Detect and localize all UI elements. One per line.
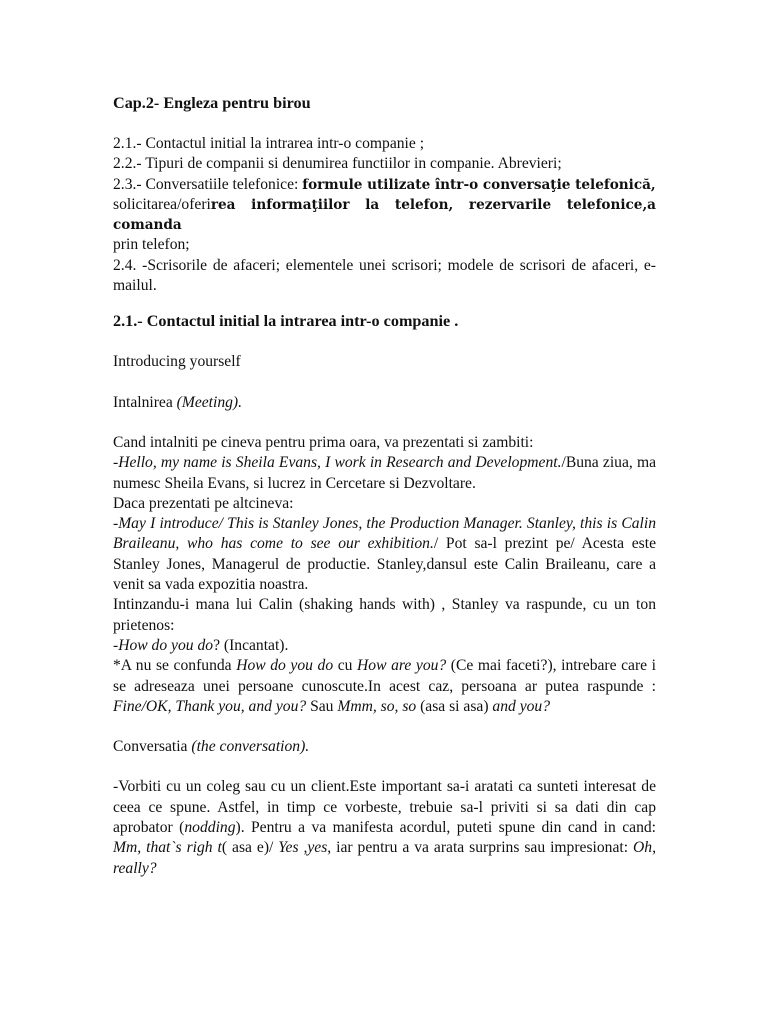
toc-item: 2.3.- Conversatiile telefonice: formule utilizate într-o conversaţie telefonică, solicitarea/oferirea informaţiilor la telefon, rezervarile telefonice,a comanda prin telefon; (113, 175, 656, 254)
section-heading: 2.1.- Contactul initial la intrarea intr-o companie . (113, 312, 459, 331)
subheading-meeting: Intalnirea (Meeting). (113, 393, 243, 411)
conversation-paragraph: -Vorbiti cu un coleg sau cu un client.Este important sa-i aratati ca sunteti interesat de ceea ce spune. Astfel, in timp ce vorbeste, trebuie sa-l priviti si sa dati din cap aprobator (nodding). Pentru a va manifesta acordul, puteti spune din cand in cand: Mm, that`s righ t( asa e)/ Yes ,yes, iar pentru a va arata surprins sau impresionat: Oh, really? (113, 778, 656, 877)
paragraph-line: -How do you do? (Incantat). (113, 636, 289, 654)
toc-item: 2.1.- Contactul initial la intrarea intr-o companie ; (113, 135, 425, 152)
table-of-contents (113, 134, 656, 296)
toc-item: 2.4. -Scrisorile de afaceri; elementele unei scrisori; modele de scrisori de afaceri, e-mailul. (113, 256, 656, 295)
paragraph-line: Daca prezentati pe altcineva: (113, 494, 294, 512)
paragraph-line: Cand intalniti pe cineva pentru prima oara, va prezentati si zambiti: (113, 433, 534, 451)
toc-item: 2.2.- Tipuri de companii si denumirea functiilor in companie. Abrevieri; (113, 155, 562, 173)
paragraph-line: *A nu se confunda How do you do cu How are you? (Ce mai faceti?), intrebare care i se adreseaza unei persoane cunoscute.In acest caz, persoana ar putea raspunde : Fine/OK, Thank you, and you? Sau Mmm, so, so (asa si asa) and you? (113, 657, 657, 715)
document-page (113, 92, 656, 879)
paragraph-line: -Hello, my name is Sheila Evans, I work in Research and Development./Buna ziua, ma numesc Sheila Evans, si lucrez in Cercetare si Dezvoltare. (113, 454, 656, 492)
chapter-title: Cap.2- Engleza pentru birou (113, 94, 311, 112)
subheading-introducing: Introducing yourself (113, 353, 241, 371)
subheading-conversation: Conversatia (the conversation). (113, 738, 310, 756)
paragraph-line: Intinzandu-i mana lui Calin (shaking hands with) , Stanley va raspunde, cu un ton prietenos: (113, 596, 656, 634)
paragraph-line: -May I introduce/ This is Stanley Jones, the Production Manager. Stanley, this is Calin Braileanu, who has come to see our exhibition./ Pot sa-l prezint pe/ Acesta este Stanley Jones, Managerul de productie. Stanley,dansul este Calin Braileanu, care a venit sa vada expozitia noastra. (113, 515, 656, 594)
meeting-paragraph (113, 433, 656, 717)
